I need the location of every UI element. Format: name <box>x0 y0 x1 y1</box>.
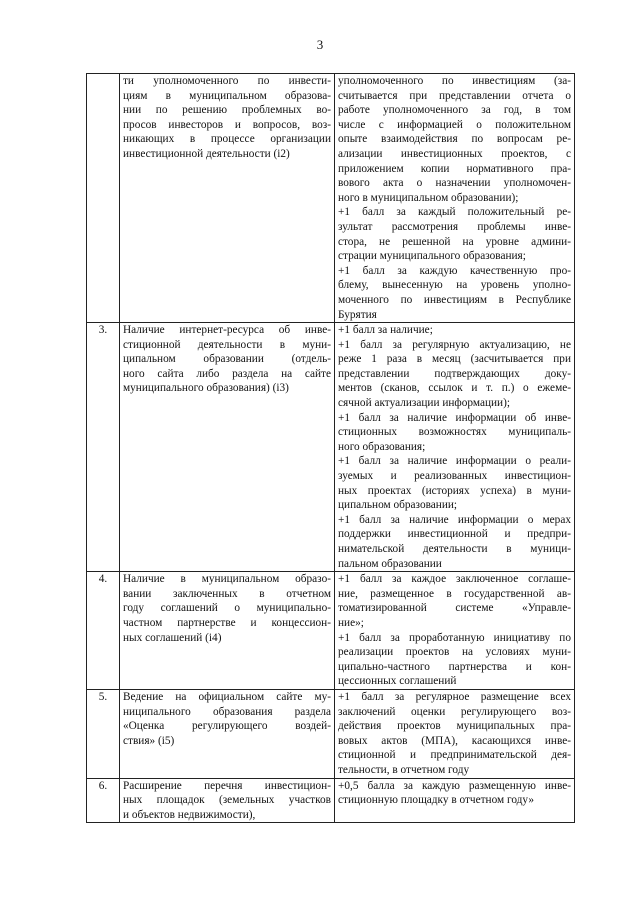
scoring-line: зультат рассмотрения проблемы инве- <box>338 220 571 233</box>
scoring-cell <box>335 778 575 823</box>
scoring-line: уполномоченного по инвестициям (за- <box>338 75 571 87</box>
criterion-line: «Оценка регулирующего воздей- <box>123 720 331 733</box>
criterion-line: ного сайта либо раздела на сайте <box>123 367 331 380</box>
criterion-line: Ведение на официальном сайте му- <box>123 690 331 703</box>
scoring-line: +0,5 балла за каждую размещенную инве- <box>338 779 571 792</box>
scoring-line: ного образования; <box>338 440 426 453</box>
scoring-line: цессионных соглашений <box>338 675 457 688</box>
scoring-line: +1 балл за наличие информации о реали- <box>338 455 571 468</box>
criterion-line: никающих в процессе организации <box>123 133 331 146</box>
criterion-line: вании заключенных в отчетном <box>123 587 331 600</box>
row-number: 3. <box>87 323 120 572</box>
table-row <box>87 74 575 323</box>
criterion-line: муниципального образования) (i3) <box>123 382 289 395</box>
scoring-line: +1 балл за наличие информации о мерах <box>338 513 571 526</box>
scoring-cell <box>335 572 575 690</box>
scoring-line: нимательской деятельности в муници- <box>338 543 571 555</box>
criterion-line: Наличие в муниципальном образо- <box>123 573 331 586</box>
scoring-line: стиционных возможностях муниципаль- <box>338 426 571 439</box>
scoring-line: ние»; <box>338 616 364 629</box>
scoring-line: +1 балл за наличие информации об инве- <box>338 411 571 424</box>
scoring-line: действия проектов муниципальных пра- <box>338 720 571 733</box>
scoring-line: работе уполномоченного за год, в том <box>338 104 571 117</box>
scoring-line: +1 балл за регулярную актуализацию, не <box>338 338 571 351</box>
scoring-line: ализации инвестиционных проектов, с <box>338 147 571 160</box>
criterion-line: стиционной деятельности в муни- <box>123 338 331 351</box>
criterion-line: Наличие интернет-ресурса об инве- <box>123 324 331 337</box>
scoring-line: +1 балл за каждую качественную про- <box>338 264 571 277</box>
scoring-line: +1 балл за каждое заключенное соглаше- <box>338 573 571 586</box>
table-row <box>87 689 575 778</box>
row-number: 5. <box>87 689 120 778</box>
scoring-line: стиционную площадку в отчетном году» <box>338 794 535 807</box>
criterion-line: Расширение перечня инвестицион- <box>123 779 331 792</box>
criterion-line: ных площадок (земельных участков <box>123 794 331 807</box>
scoring-line: приложением копии нормативного пра- <box>338 162 571 175</box>
criterion-line: циям в муниципальном образова- <box>123 89 331 102</box>
scoring-line: страции муниципального образования; <box>338 250 526 263</box>
row-number <box>87 74 120 323</box>
criterion-line: ных соглашений (i4) <box>123 631 222 644</box>
criterion-line: и объектов недвижимости), <box>123 808 256 821</box>
scoring-line: пальном образовании <box>338 557 442 570</box>
row-number: 6. <box>87 778 120 823</box>
criterion-line: просов инвесторов и вопросов, воз- <box>123 118 331 131</box>
scoring-line: ментов (сканов, ссылок и т. п.) о ежеме- <box>338 382 571 395</box>
criterion-line: инвестиционной деятельности (i2) <box>123 147 290 160</box>
criterion-line: ствия» (i5) <box>123 734 175 747</box>
scoring-line: вового акта о назначении уполномочен- <box>338 177 571 190</box>
scoring-line: +1 балл за каждый положительный ре- <box>338 206 571 219</box>
scoring-line: Бурятия <box>338 308 377 321</box>
scoring-line: вовых актов (МПА), касающихся инве- <box>338 734 571 747</box>
scoring-line: тельности, в отчетном году <box>338 763 470 776</box>
scoring-line: реже 1 раза в месяц (засчитывается при <box>338 353 571 366</box>
scoring-line: ципальном образовании; <box>338 499 458 512</box>
scoring-line: ципально-частного партнерства и кон- <box>338 660 571 673</box>
scoring-line: стиционной и предпринимательской дея- <box>338 749 571 762</box>
criterion-cell <box>120 572 335 690</box>
scoring-line: заключений оценки регулирующего воз- <box>338 705 571 718</box>
table-row <box>87 778 575 823</box>
criterion-line: ниципального образования раздела <box>123 705 331 718</box>
criterion-line: нии по решению проблемных во- <box>123 104 331 117</box>
scoring-line: сячной актуализации информации); <box>338 397 510 410</box>
scoring-line: ного в муниципальном образовании); <box>338 191 519 204</box>
criterion-cell <box>120 778 335 823</box>
criterion-line: ципальном образовании (отдель- <box>123 353 331 366</box>
scoring-line: моченного по инвестициям в Республике <box>338 293 571 306</box>
criterion-cell <box>120 689 335 778</box>
scoring-line: стора, не решенной на уровне админи- <box>338 235 571 248</box>
table-row <box>87 323 575 572</box>
criterion-cell <box>120 323 335 572</box>
criterion-line: ти уполномоченного по инвести- <box>123 75 331 87</box>
criterion-line: году соглашений о муниципально- <box>123 602 331 615</box>
row-number: 4. <box>87 572 120 690</box>
criterion-line: частном партнерстве и концессион- <box>123 616 331 629</box>
scoring-line: ние, размещенное в государственной ав- <box>338 587 571 600</box>
scoring-line: представлении подтверждающих доку- <box>338 367 571 380</box>
page-number: 3 <box>316 37 324 52</box>
scoring-line: блему, вынесенную на уровень уполно- <box>338 279 571 292</box>
criterion-cell <box>120 74 335 323</box>
scoring-cell <box>335 689 575 778</box>
table-row <box>87 572 575 690</box>
scoring-line: поддержки инвестиционной и предпри- <box>338 528 571 541</box>
criteria-table <box>86 73 575 823</box>
scoring-cell <box>335 74 575 323</box>
scoring-line: +1 балл за проработанную инициативу по <box>338 631 571 644</box>
scoring-line: ных проектах (историях успеха) в муни- <box>338 484 571 497</box>
scoring-line: +1 балл за наличие; <box>338 324 433 337</box>
scoring-line: +1 балл за регулярное размещение всех <box>338 690 571 703</box>
scoring-line: реализации проектов на условиях муни- <box>338 646 571 659</box>
scoring-line: числе с информацией о положительном <box>338 118 571 131</box>
scoring-line: зуемых и реализованных инвестицион- <box>338 470 571 483</box>
scoring-line: томатизированной системе «Управле- <box>338 602 571 615</box>
scoring-line: опыте взаимодействия по вопросам ре- <box>338 133 571 146</box>
scoring-line: считывается при представлении отчета о <box>338 89 571 102</box>
scoring-cell <box>335 323 575 572</box>
